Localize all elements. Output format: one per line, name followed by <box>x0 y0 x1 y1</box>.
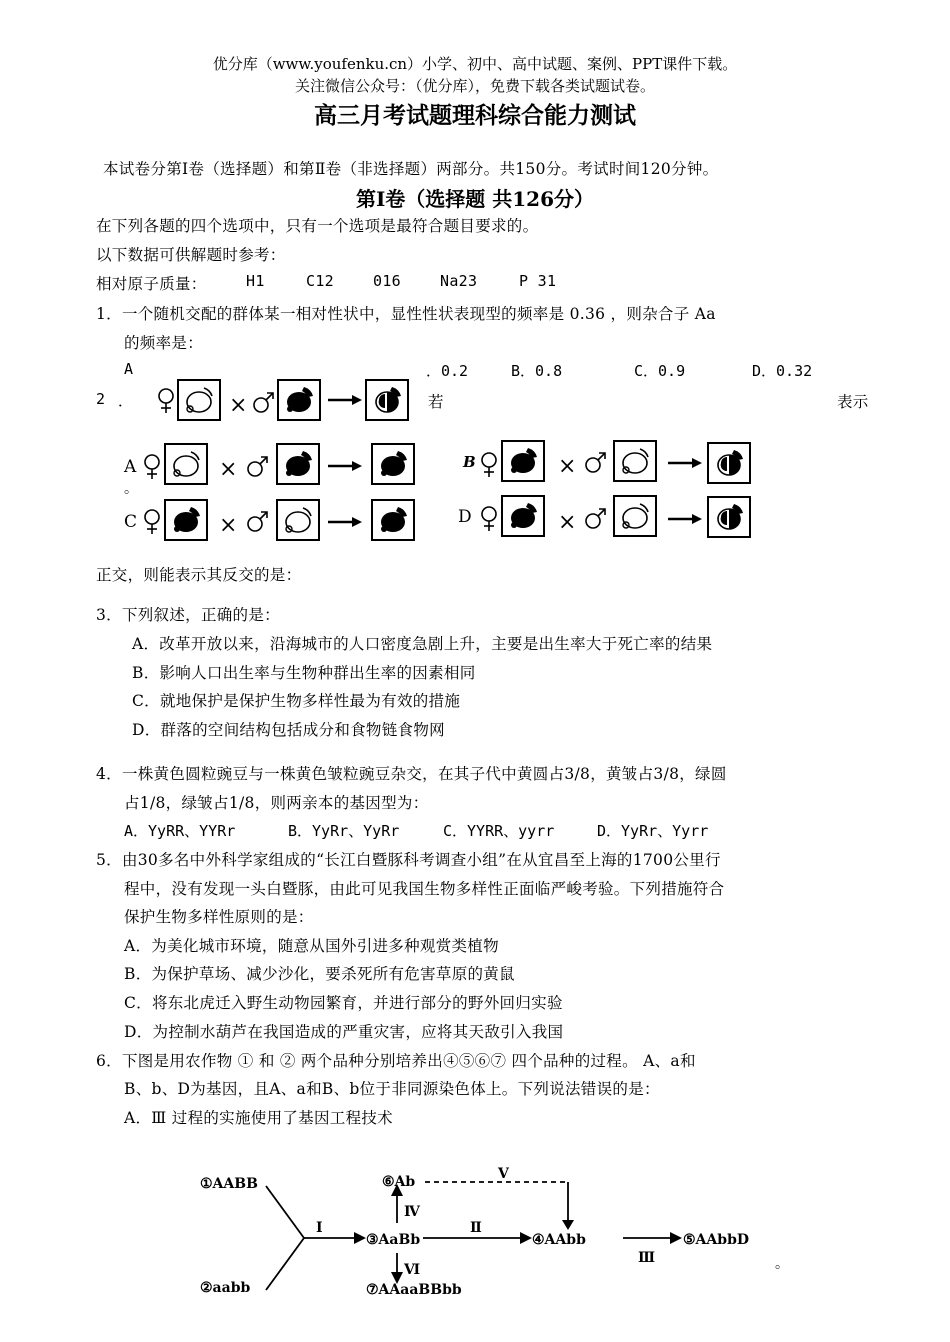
q2-label-c: C <box>124 512 138 532</box>
step-5: Ⅴ <box>498 1166 509 1182</box>
q5-option-d: D．为控制水葫芦在我国造成的严重灾害，应将其天敌引入我国 <box>124 1023 564 1041</box>
q3-option-b: B．影响人口出生率与生物种群出生率的因素相同 <box>132 664 476 682</box>
q2d-male-symbol-icon <box>586 509 605 528</box>
q3-option-c: C．就地保护是保护生物多样性最为有效的措施 <box>132 692 461 710</box>
q2c-female-symbol-icon <box>145 510 159 534</box>
exam-intro: 本试卷分第Ⅰ卷（选择题）和第Ⅱ卷（非选择题）两部分。共150分。考试时间120分钟。 <box>103 160 719 178</box>
q2b-cell-empty <box>614 441 656 481</box>
q2b-cross-sign: × <box>558 454 577 479</box>
step-4: Ⅳ <box>404 1204 420 1220</box>
q2-number: 2 <box>96 390 106 408</box>
node-1: ①AABB <box>200 1176 258 1192</box>
q5-line1: 5．由30多名中外科学家组成的“长江白暨豚科考调查小组”在从宜昌至上海的1700公里行 <box>96 851 721 869</box>
q2-label-a: A <box>124 457 137 477</box>
node-3: ③AaBb <box>366 1232 421 1248</box>
q2-label-a-dot: 。 <box>124 481 138 497</box>
q4-option-b: B．YyRr、YyRr <box>288 822 400 840</box>
q4-option-a: A．YyRR、YYRr <box>124 822 236 840</box>
reference-note: 以下数据可供解题时参考： <box>96 246 286 264</box>
step-2: Ⅱ <box>470 1220 482 1236</box>
q2-label-b: B <box>463 453 476 471</box>
mass-h: H1 <box>246 272 265 290</box>
node-7: ⑦AAaaBBbb <box>366 1282 462 1298</box>
mass-p: P 31 <box>519 272 557 290</box>
q2-female-symbol-icon <box>159 389 173 413</box>
q2a-arrow-icon <box>328 461 362 471</box>
q3-option-d: D．群落的空间结构包括成分和食物链食物网 <box>132 721 445 739</box>
q3-stem: 3．下列叙述，正确的是： <box>96 606 280 624</box>
q2c-cell-full <box>165 500 207 540</box>
page-title: 高三月考试题理科综合能力测试 <box>314 102 636 129</box>
step-3: Ⅲ <box>638 1250 656 1266</box>
q5-line2: 程中，没有发现一头白暨豚，由此可见我国生物多样性正面临严峻考验。下列措施符合 <box>124 880 725 898</box>
q2-label-d: D <box>458 507 472 527</box>
q2-dot: ． <box>118 392 134 410</box>
q2d-cell-empty <box>614 496 656 536</box>
q4-line2: 占1/8，绿皱占1/8，则两亲本的基因型为： <box>124 794 429 812</box>
atomic-mass-label: 相对原子质量： <box>96 275 207 293</box>
node-4: ④AAbb <box>532 1232 586 1248</box>
q2-ruo: 若 <box>428 393 444 411</box>
q2b-male-symbol-icon <box>586 453 605 472</box>
q5-line3: 保护生物多样性原则的是： <box>124 908 314 926</box>
q2b-arrow-icon <box>668 458 702 468</box>
q2a-cell-full <box>277 444 319 484</box>
mass-o: 016 <box>373 272 401 290</box>
node-6: ⑥Ab <box>382 1174 416 1190</box>
diagram-end-mark: 。 <box>775 1256 789 1272</box>
q1-option-a: A <box>124 360 134 378</box>
node-5: ⑤AAbbD <box>683 1232 749 1248</box>
mass-c: C12 <box>306 272 334 290</box>
q2d-cross-sign: × <box>558 510 577 535</box>
header-line2: 关注微信公众号：（优分库），免费下载各类试题试卷。 <box>294 77 655 95</box>
q6-line2: B、b、D为基因，且A、a和B、b位于非同源染色体上。下列说法错误的是： <box>124 1080 660 1098</box>
q5-option-b: B．为保护草场、减少沙化，要杀死所有危害草原的黄鼠 <box>124 965 515 983</box>
q1-option-b: B．0.8 <box>511 362 563 380</box>
q2c-male-symbol-icon <box>248 512 267 531</box>
q2-cell-full <box>278 380 320 420</box>
q2-biaoshi: 表示 <box>837 393 869 411</box>
q2-tail: 正交，则能表示其反交的是： <box>96 566 302 584</box>
q2c-cell-result <box>372 500 414 540</box>
q2d-cell-full <box>502 496 544 536</box>
q1-line2: 的频率是： <box>124 334 204 352</box>
header-line1: 优分库（www.youfenku.cn）小学、初中、高中试题、案例、PPT课件下载。 <box>212 55 738 73</box>
q4-option-c: C．YYRR、yyrr <box>443 822 555 840</box>
q2-male-symbol-icon <box>254 393 273 412</box>
section-heading: 第Ⅰ卷（选择题 共126分） <box>355 187 595 211</box>
q2d-cell-result <box>708 497 750 537</box>
q2a-cell-empty <box>165 444 207 484</box>
q2a-cross-sign: × <box>219 457 238 482</box>
mass-na: Na23 <box>440 272 478 290</box>
q5-option-c: C．将东北虎迁入野生动物园繁育，并进行部分的野外回归实验 <box>124 994 563 1012</box>
breeding-diagram <box>180 1150 820 1310</box>
q2-cross-sign: × <box>229 393 248 418</box>
q2c-cross-sign: × <box>219 513 238 538</box>
q4-line1: 4．一株黄色圆粒豌豆与一株黄色皱粒豌豆杂交，在其子代中黄圆占3/8，黄皱占3/8，绿圆 <box>96 765 727 783</box>
q1-option-c: C．0.9 <box>634 362 686 380</box>
q1-option-a-value: ．0.2 <box>426 362 469 380</box>
q6-line1: 6．下图是用农作物 ① 和 ② 两个品种分别培养出④⑤⑥⑦ 四个品种的过程。 A、a和 <box>96 1052 696 1070</box>
q1-option-d: D．0.32 <box>752 362 813 380</box>
q2a-cell-result <box>372 444 414 484</box>
q2b-cell-full <box>502 441 544 481</box>
q2-cell-empty <box>178 380 220 420</box>
q2d-arrow-icon <box>668 514 702 524</box>
q5-option-a: A．为美化城市环境，随意从国外引进多种观赏类植物 <box>124 937 499 955</box>
q2-arrow-icon <box>328 395 362 405</box>
q2c-arrow-icon <box>328 517 362 527</box>
q2c-cell-empty <box>277 500 319 540</box>
q4-option-d: D．YyRr、Yyrr <box>597 822 709 840</box>
instruction: 在下列各题的四个选项中，只有一个选项是最符合题目要求的。 <box>96 217 539 235</box>
q2d-female-symbol-icon <box>482 507 496 531</box>
step-1: Ⅰ <box>316 1220 323 1236</box>
q3-option-a: A．改革开放以来，沿海城市的人口密度急剧上升，主要是出生率大于死亡率的结果 <box>132 635 713 653</box>
q1-line1: 1．一个随机交配的群体某一相对性状中，显性性状表现型的频率是 0.36 ，则杂合子 Aa <box>96 305 716 323</box>
q6-option-a: A．Ⅲ 过程的实施使用了基因工程技术 <box>124 1109 393 1127</box>
q2-cell-half <box>366 380 408 420</box>
step-6: Ⅵ <box>404 1262 421 1278</box>
q2b-cell-result <box>708 443 750 483</box>
q2a-male-symbol-icon <box>248 457 267 476</box>
q2a-female-symbol-icon <box>145 455 159 479</box>
node-2: ②aabb <box>200 1280 251 1296</box>
q2b-female-symbol-icon <box>482 453 496 477</box>
